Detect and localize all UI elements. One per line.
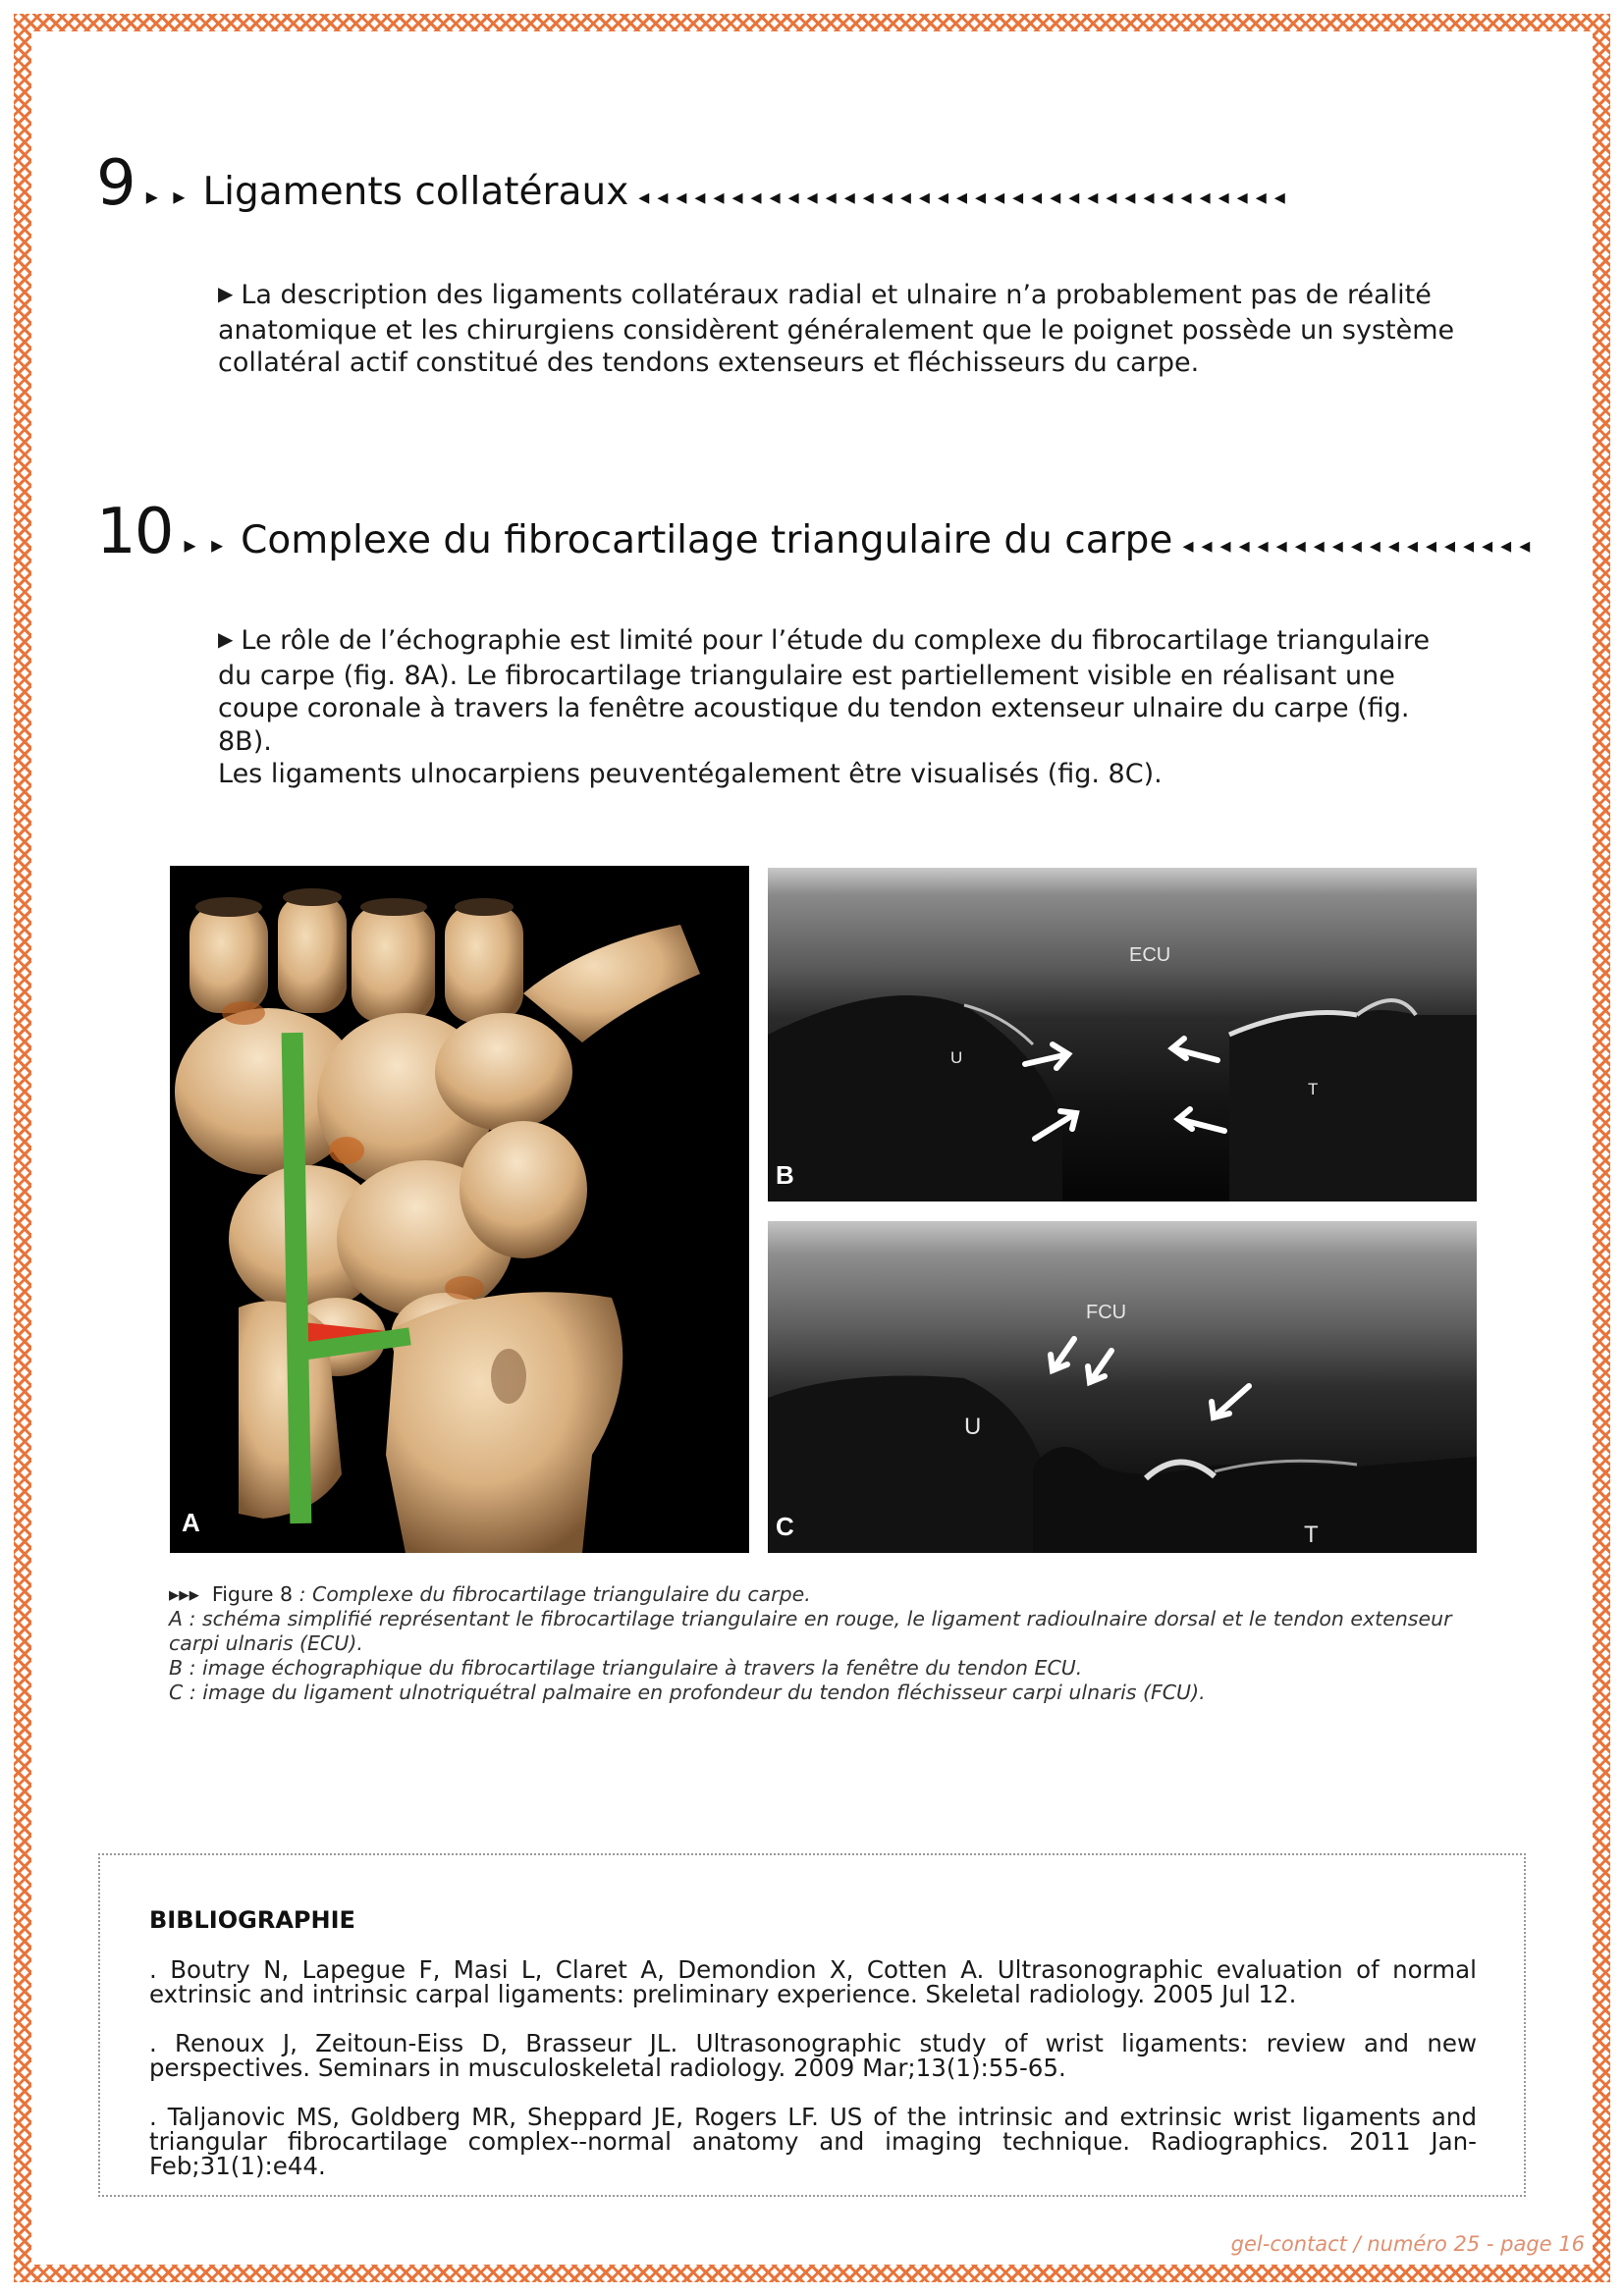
bibliography-item: . Boutry N, Lapegue F, Masi L, Claret A, Demondion X, Cotten A. Ultrasonographic evaluation of normal extrinsic and intrinsic carpal ligaments: preliminary experience. Skeletal radiology. 2005 Jul 12. xyxy=(149,1955,1477,2008)
label-t: T xyxy=(1304,1522,1319,1548)
section-title: Ligaments collatéraux xyxy=(202,170,629,214)
panel-label-c: C xyxy=(776,1512,794,1541)
arrow-left-trail-icon: ◂◂◂◂◂◂◂◂◂◂◂◂◂◂◂◂◂◂◂◂◂◂◂◂◂◂◂◂◂◂◂◂◂◂◂ xyxy=(638,186,1293,210)
section-9-text: La description des ligaments collatéraux radial et ulnaire n’a probablement pas de réalité anatomique et les chirurgiens considèrent généralement que le poignet possède un système collatéral actif constitué des tendons extenseurs et fléchisseurs du carpe. xyxy=(218,280,1455,378)
bullet-arrow-icon: ▶ xyxy=(218,627,234,651)
bibliography-box xyxy=(98,1853,1526,2197)
section-number: 10 xyxy=(96,496,173,568)
caption-title: : Complexe du fibrocartilage triangulaire du carpe. xyxy=(293,1582,811,1606)
section-9-paragraph xyxy=(218,279,1467,380)
caption-marker-icon: ▸▸▸ xyxy=(169,1582,199,1606)
bullet-arrow-icon: ▶ xyxy=(218,282,234,305)
panel-label-a: A xyxy=(182,1508,200,1537)
caption-line-a: A : schéma simplifié représentant le fibrocartilage triangulaire en rouge, le ligament radioulnaire dorsal et le tendon extenseur carpi ulnaris (ECU). xyxy=(169,1607,1452,1655)
caption-line-b: B : image échographique du fibrocartilage triangulaire à travers la fenêtre du tendon ECU. xyxy=(169,1656,1083,1680)
section-title: Complexe du fibrocartilage triangulaire du carpe xyxy=(241,518,1173,562)
panel-label-b: B xyxy=(776,1160,794,1190)
ultrasound-b-image xyxy=(768,868,1477,1201)
section-10-text: Le rôle de l’échographie est limité pour l’étude du complexe du fibrocartilage triangulaire du carpe (fig. 8A). Le fibrocartilage triangulaire est partiellement visible en réalisant une coupe coronale à travers la fenêtre acoustique du tendon extenseur ulnaire du carpe (fig. 8B). xyxy=(218,625,1431,757)
caption-line-c: C : image du ligament ulnotriquétral palmaire en profondeur du tendon fléchisseur carpi ulnaris (FCU). xyxy=(169,1681,1206,1704)
section-10-paragraph xyxy=(218,624,1467,791)
label-t: T xyxy=(1308,1080,1319,1098)
arrow-right-icon: ▸ ▸ xyxy=(145,183,189,210)
caption-lead: Figure 8 xyxy=(211,1582,294,1606)
label-fcu: FCU xyxy=(1086,1302,1127,1323)
figure-caption xyxy=(169,1582,1483,1705)
bibliography-item: . Taljanovic MS, Goldberg MR, Sheppard JE, Rogers LF. US of the intrinsic and extrinsic wrist ligaments and triangular fibrocartilage complex--normal anatomy and imaging technique. Radiographics. 2011 Jan-Feb;31(1):e44. xyxy=(149,2103,1477,2180)
arrow-left-trail-icon: ◂◂◂◂◂◂◂◂◂◂◂◂◂◂◂◂◂◂◂ xyxy=(1182,534,1539,559)
arrow-right-icon: ▸ ▸ xyxy=(184,531,228,559)
figure-panel-c xyxy=(768,1221,1477,1553)
section-10-heading xyxy=(96,496,1538,568)
figure-panel-b xyxy=(768,868,1477,1201)
label-u: U xyxy=(950,1048,963,1067)
section-9-heading xyxy=(96,147,1293,220)
figure-panel-a xyxy=(170,866,749,1553)
page-footer: gel-contact / numéro 25 - page 16 xyxy=(1230,2232,1585,2256)
bibliography-item: . Renoux J, Zeitoun-Eiss D, Brasseur JL. Ultrasonographic study of wrist ligaments: review and new perspectives. Seminars in musculoskeletal radiology. 2009 Mar;13(1):55-65. xyxy=(149,2029,1477,2082)
label-ecu: ECU xyxy=(1129,944,1171,966)
caption-title-line xyxy=(169,1582,1483,1607)
ultrasound-c-image xyxy=(768,1221,1477,1553)
label-u: U xyxy=(964,1414,982,1440)
section-10-text-2: Les ligaments ulnocarpiens peuventégalement être visualisés (fig. 8C). xyxy=(218,759,1163,789)
wrist-3d-image xyxy=(170,866,749,1553)
section-number: 9 xyxy=(96,147,135,220)
bibliography-title: BIBLIOGRAPHIE xyxy=(149,1906,355,1934)
